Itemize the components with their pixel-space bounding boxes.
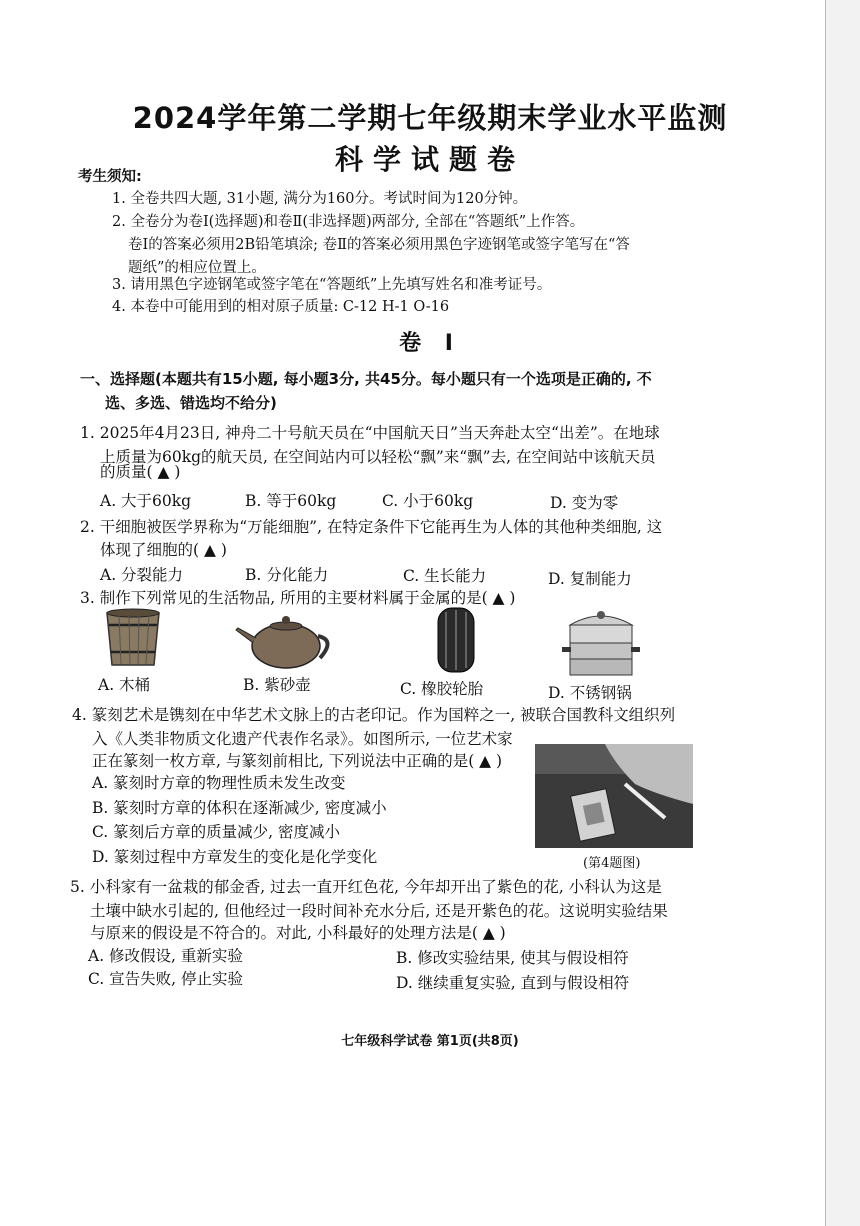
q5-option-a[interactable]: A. 修改假设, 重新实验 [88, 947, 243, 965]
question-3-line: 3. 制作下列常见的生活物品, 所用的主要材料属于金属的是( ▲ ) [80, 589, 516, 607]
figure-4-caption: (第4题图) [583, 856, 641, 871]
question-5-line: 5. 小科家有一盆栽的郁金香, 过去一直开红色花, 今年却开出了紫色的花, 小科认为这是 [70, 878, 662, 896]
volume-label: 卷 Ⅰ [399, 331, 461, 356]
question-5-line: 土壤中缺水引起的, 但他经过一段时间补充水分后, 还是开紫色的花。这说明实验结果 [90, 902, 668, 920]
tire-image [432, 606, 480, 674]
exam-subtitle: 科学试题卷 [334, 143, 525, 176]
q4-option-a[interactable]: A. 篆刻时方章的物理性质未发生改变 [92, 774, 346, 792]
q4-option-b[interactable]: B. 篆刻时方章的体积在逐渐减少, 密度减小 [92, 799, 387, 817]
q1-option-c[interactable]: C. 小于60kg [382, 492, 474, 510]
steamer-pot-image [560, 607, 642, 679]
question-4-line: 正在篆刻一枚方章, 与篆刻前相比, 下列说法中正确的是( ▲ ) [92, 752, 503, 770]
notice-item: 1. 全卷共四大题, 31小题, 满分为160分。考试时间为120分钟。 [112, 191, 528, 207]
notice-heading: 考生须知: [78, 169, 142, 185]
teapot-image [232, 608, 340, 670]
section-heading-cont: 选、多选、错选均不给分) [105, 394, 277, 412]
q3-option-c[interactable]: C. 橡胶轮胎 [400, 680, 484, 698]
q5-option-d[interactable]: D. 继续重复实验, 直到与假设相符 [396, 974, 630, 992]
q2-option-b[interactable]: B. 分化能力 [245, 566, 329, 584]
question-1-line: 1. 2025年4月23日, 神舟二十号航天员在“中国航天日”当天奔赴太空“出差”。在地球 [80, 424, 660, 442]
notice-item: 卷Ⅰ的答案必须用2B铅笔填涂; 卷Ⅱ的答案必须用黑色字迹钢笔或签字笔写在“答 [128, 237, 630, 253]
notice-item: 2. 全卷分为卷Ⅰ(选择题)和卷Ⅱ(非选择题)两部分, 全部在“答题纸”上作答。 [112, 214, 585, 230]
wooden-bucket-image [103, 607, 163, 669]
question-1-line: 的质量( ▲ ) [100, 463, 181, 481]
q3-option-d[interactable]: D. 不锈钢锅 [548, 684, 632, 702]
q3-option-a[interactable]: A. 木桶 [98, 676, 151, 694]
question-4-line: 4. 篆刻艺术是镌刻在中华艺术文脉上的古老印记。作为国粹之一, 被联合国教科文组织列 [72, 706, 676, 724]
question-4-line: 入《人类非物质文化遗产代表作名录》。如图所示, 一位艺术家 [92, 730, 513, 748]
q5-option-b[interactable]: B. 修改实验结果, 使其与假设相符 [396, 949, 629, 967]
seal-carving-photo [535, 744, 693, 848]
exam-title: 2024学年第二学期七年级期末学业水平监测 [132, 101, 728, 135]
notice-item: 3. 请用黑色字迹钢笔或签字笔在“答题纸”上先填写姓名和准考证号。 [112, 277, 552, 293]
q1-option-b[interactable]: B. 等于60kg [245, 492, 337, 510]
q5-option-c[interactable]: C. 宣告失败, 停止实验 [88, 970, 244, 988]
section-heading: 一、选择题(本题共有15小题, 每小题3分, 共45分。每小题只有一个选项是正确的, 不 [80, 370, 652, 388]
q4-option-d[interactable]: D. 篆刻过程中方章发生的变化是化学变化 [92, 848, 378, 866]
q4-option-c[interactable]: C. 篆刻后方章的质量减少, 密度减小 [92, 823, 341, 841]
q2-option-c[interactable]: C. 生长能力 [403, 567, 487, 585]
page-footer: 七年级科学试卷 第1页(共8页) [341, 1034, 519, 1049]
notice-item: 4. 本卷中可能用到的相对原子质量: C-12 H-1 O-16 [112, 299, 450, 315]
notice-item: 题纸”的相应位置上。 [128, 260, 266, 276]
q3-option-b[interactable]: B. 紫砂壶 [243, 676, 311, 694]
q1-option-a[interactable]: A. 大于60kg [100, 492, 192, 510]
question-5-line: 与原来的假设是不符合的。对此, 小科最好的处理方法是( ▲ ) [90, 924, 506, 942]
q2-option-d[interactable]: D. 复制能力 [548, 570, 632, 588]
question-2-line: 2. 干细胞被医学界称为“万能细胞”, 在特定条件下它能再生为人体的其他种类细胞, 这 [80, 518, 663, 536]
q2-option-a[interactable]: A. 分裂能力 [100, 566, 184, 584]
question-1-line: 上质量为60kg的航天员, 在空间站内可以轻松“飘”来“飘”去, 在空间站中该航天员 [100, 448, 656, 466]
q1-option-d[interactable]: D. 变为零 [550, 494, 619, 512]
question-2-line: 体现了细胞的( ▲ ) [100, 541, 227, 559]
